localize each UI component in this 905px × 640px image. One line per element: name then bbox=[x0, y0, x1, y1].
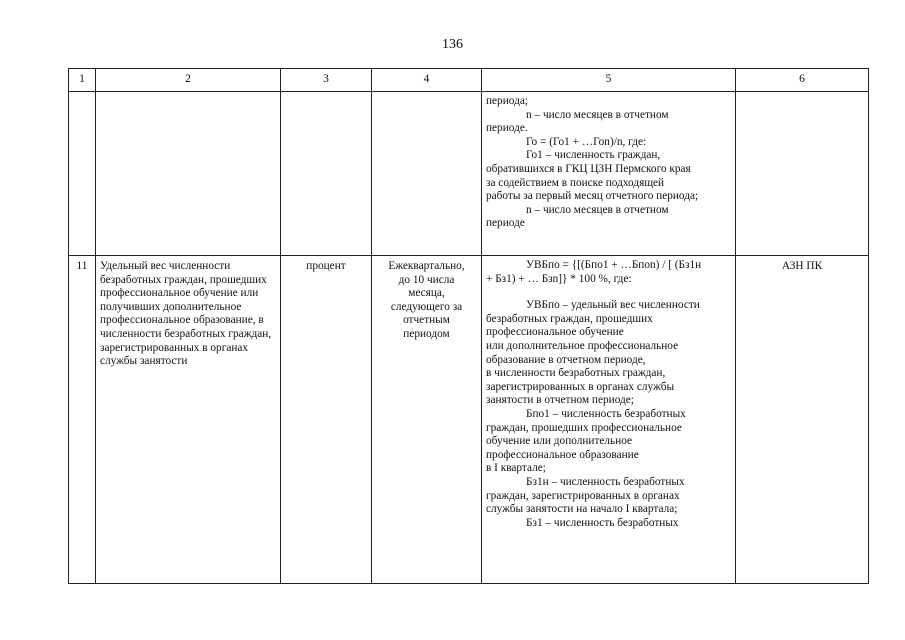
formula-line: зарегистрированных в органах службы bbox=[486, 380, 675, 393]
continuation-indicator-cell bbox=[96, 92, 281, 256]
formula-line: периоде bbox=[486, 217, 525, 230]
formula-line: занятости в отчетном периоде; bbox=[486, 394, 634, 407]
column-header-4: 4 bbox=[372, 69, 482, 92]
continuation-responsible-cell bbox=[736, 92, 869, 256]
page-number: 136 bbox=[442, 37, 463, 52]
continuation-unit-cell bbox=[281, 92, 372, 256]
row-11-formula-cell bbox=[482, 256, 736, 584]
formula-line: граждан, зарегистрированных в органах bbox=[486, 489, 680, 502]
formula-line: периоде. bbox=[486, 122, 528, 135]
formula-line: УВБпо = {[(Бпо1 + …Бпоn) / [ (Бз1н bbox=[526, 259, 702, 271]
formula-line: + Бз1) + … Бзn]} * 100 %, где: bbox=[486, 272, 632, 285]
continuation-formula-cell bbox=[482, 92, 736, 256]
formula-text bbox=[482, 256, 735, 532]
formula-line: профессиональное образование bbox=[486, 448, 639, 461]
formula-line: в численности безработных граждан, bbox=[486, 367, 666, 380]
formula-line: граждан, прошедших профессиональное bbox=[486, 421, 682, 434]
table-row-11 bbox=[69, 256, 869, 584]
row-11-periodicity-cell bbox=[372, 256, 482, 584]
row-11-responsible-cell bbox=[736, 256, 869, 584]
responsible-body: АЗН ПК bbox=[781, 260, 823, 272]
formula-line bbox=[486, 286, 731, 299]
formula-line: Го1 – численность граждан, bbox=[526, 149, 661, 162]
formula-line: периода; bbox=[486, 95, 528, 107]
formula-line: безработных граждан, прошедших bbox=[486, 312, 653, 325]
periodicity: Ежеквартально, до 10 числа месяца, следующего за отчетным периодом bbox=[388, 260, 465, 340]
column-header-6: 6 bbox=[736, 69, 869, 92]
formula-line: n – число месяцев в отчетном bbox=[526, 108, 669, 121]
indicator-table bbox=[68, 68, 869, 584]
column-header-3: 3 bbox=[281, 69, 372, 92]
formula-line: или дополнительное профессиональное bbox=[486, 339, 679, 352]
table-row-continuation bbox=[69, 92, 869, 256]
row-11-number-cell bbox=[69, 256, 96, 584]
column-header-5: 5 bbox=[482, 69, 736, 92]
formula-line: n – число месяцев в отчетном bbox=[526, 203, 669, 216]
row-number: 11 bbox=[76, 260, 88, 272]
formula-line: Бпо1 – численность безработных bbox=[526, 407, 686, 420]
formula-line: в I квартале; bbox=[486, 462, 546, 475]
formula-line: образование в отчетном периоде, bbox=[486, 353, 646, 366]
formula-line: работы за первый месяц отчетного периода; bbox=[486, 190, 699, 203]
continuation-periodicity-cell bbox=[372, 92, 482, 256]
formula-line: Бз1н – численность безработных bbox=[526, 475, 685, 488]
row-11-unit-cell bbox=[281, 256, 372, 584]
formula-line: УВБпо – удельный вес численности bbox=[526, 299, 700, 312]
indicator-name: Удельный вес численности безработных граждан, прошедших профессиональное обучение или получивших дополнительное профессиональное образование, в численности безработных граждан, зарегистрированных в органах службы занятости bbox=[100, 260, 272, 368]
formula-line: профессиональное обучение bbox=[486, 326, 624, 339]
row-11-indicator-cell bbox=[96, 256, 281, 584]
formula-line: службы занятости на начало I квартала; bbox=[486, 503, 678, 516]
continuation-number-cell bbox=[69, 92, 96, 256]
formula-line: обратившихся в ГКЦ ЦЗН Пермского края bbox=[486, 162, 691, 175]
table-header-row bbox=[69, 69, 869, 92]
formula-line: за содействием в поиске подходящей bbox=[486, 176, 665, 189]
continuation-formula-text bbox=[482, 92, 735, 233]
formula-line: обучение или дополнительное bbox=[486, 435, 633, 448]
formula-line: Го = (Го1 + …Гоn)/n, где: bbox=[526, 135, 647, 148]
column-header-2: 2 bbox=[96, 69, 281, 92]
formula-line: Бз1 – численность безработных bbox=[526, 516, 679, 529]
column-header-1: 1 bbox=[69, 69, 96, 92]
unit-of-measure: процент bbox=[306, 260, 346, 272]
